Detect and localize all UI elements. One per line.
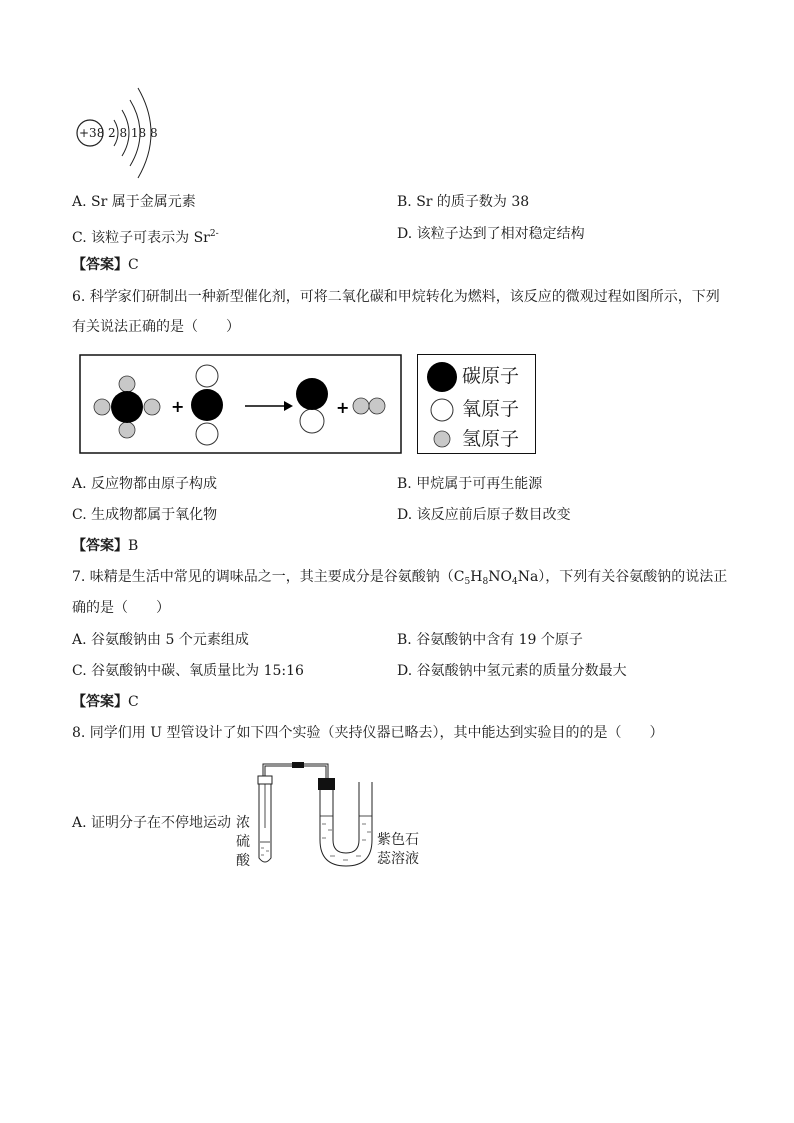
q7-formula-c-count: 5 [464,577,471,587]
q8-stem-line1: 8. 同学们用 U 型管设计了如下四个实验（夹持仪器已略去），其中能达到实验目的的是（ ） [72,725,664,741]
u-tube [318,778,372,866]
q7-answer-tag: 【答案】 [72,694,128,710]
q5-option-a: A. Sr 属于金属元素 [72,194,196,210]
q5-answer [72,256,139,274]
svg-text:+: + [336,398,350,417]
q6-option-d: D. 该反应前后原子数目改变 [397,507,571,523]
legend-carbon: 碳原子 [462,365,520,387]
label-conc-sulfuric-acid-3: 酸 [236,853,250,869]
u-tube-apparatus [250,758,380,870]
q5-answer-value: C [128,257,139,273]
label-litmus-2: 蕊溶液 [377,851,419,867]
oxygen-symbol [431,399,453,421]
hydrogen-symbol [434,431,450,447]
q6-answer-tag: 【答案】 [72,538,128,554]
q7-formula-no: NO [488,569,512,585]
test-tube [258,776,272,862]
svg-text:+: + [171,397,185,416]
q5-option-c [72,225,219,247]
q6-option-a: A. 反应物都由原子构成 [72,476,218,492]
q5-option-b: B. Sr 的质子数为 38 [397,194,530,210]
q6-answer-value: B [128,538,139,554]
q7-option-a: A. 谷氨酸钠由 5 个元素组成 [72,632,249,648]
q7-stem-suffix: ），下列有关谷氨酸钠的说法正 [538,569,728,585]
carbon-symbol [427,362,457,392]
reaction-diagram [79,354,402,454]
q6-option-b: B. 甲烷属于可再生能源 [397,476,543,492]
q5-answer-tag: 【答案】 [72,257,128,273]
q7-formula-na: Na [517,569,539,585]
q7-formula-h: H [470,569,483,585]
q6-option-c: C. 生成物都属于氧化物 [72,507,218,523]
q7-option-c: C. 谷氨酸钠中碳、氧质量比为 15:16 [72,663,304,679]
label-conc-sulfuric-acid-1: 浓 [236,815,250,831]
q6-stem-line2: 有关说法正确的是（ ） [72,319,240,335]
atom-legend [417,354,536,454]
q8-option-a: A. 证明分子在不停地运动 [72,815,232,831]
q5-option-c-charge: 2- [209,229,219,239]
label-litmus-1: 紫色石 [377,832,419,848]
shell-electrons: 2 8 18 8 [108,126,158,140]
q7-option-d: D. 谷氨酸钠中氢元素的质量分数最大 [397,663,627,679]
q7-formula-o-count: 4 [511,577,518,587]
nucleus-charge: +38 [79,126,105,140]
q7-stem-line1 [72,568,727,591]
label-conc-sulfuric-acid-2: 硫 [236,834,250,850]
q7-stem-line2: 确的是（ ） [72,600,170,616]
reaction-diagram-svg [79,354,402,454]
legend-oxygen: 氧原子 [462,398,520,420]
q7-stem-prefix: 7. 味精是生活中常见的调味品之一，其主要成分是谷氨酸钠（C [72,569,465,585]
q7-answer [72,693,139,711]
u-tube-svg [250,758,380,870]
q7-option-b: B. 谷氨酸钠中含有 19 个原子 [397,632,583,648]
legend-symbols [418,355,458,455]
q5-option-c-text: C. 该粒子可表示为 Sr [72,230,210,246]
q5-option-d: D. 该粒子达到了相对稳定结构 [397,226,585,242]
legend-hydrogen: 氢原子 [462,428,520,450]
connecting-tube [263,762,328,778]
q6-answer [72,537,138,555]
co2-molecule [191,365,223,445]
q6-stem-line1: 6. 科学家们研制出一种新型催化剂，可将二氧化碳和甲烷转化为燃料，该反应的微观过程如图所示，下列 [72,289,720,305]
q7-formula-h-count: 8 [482,577,489,587]
q7-answer-value: C [128,694,139,710]
